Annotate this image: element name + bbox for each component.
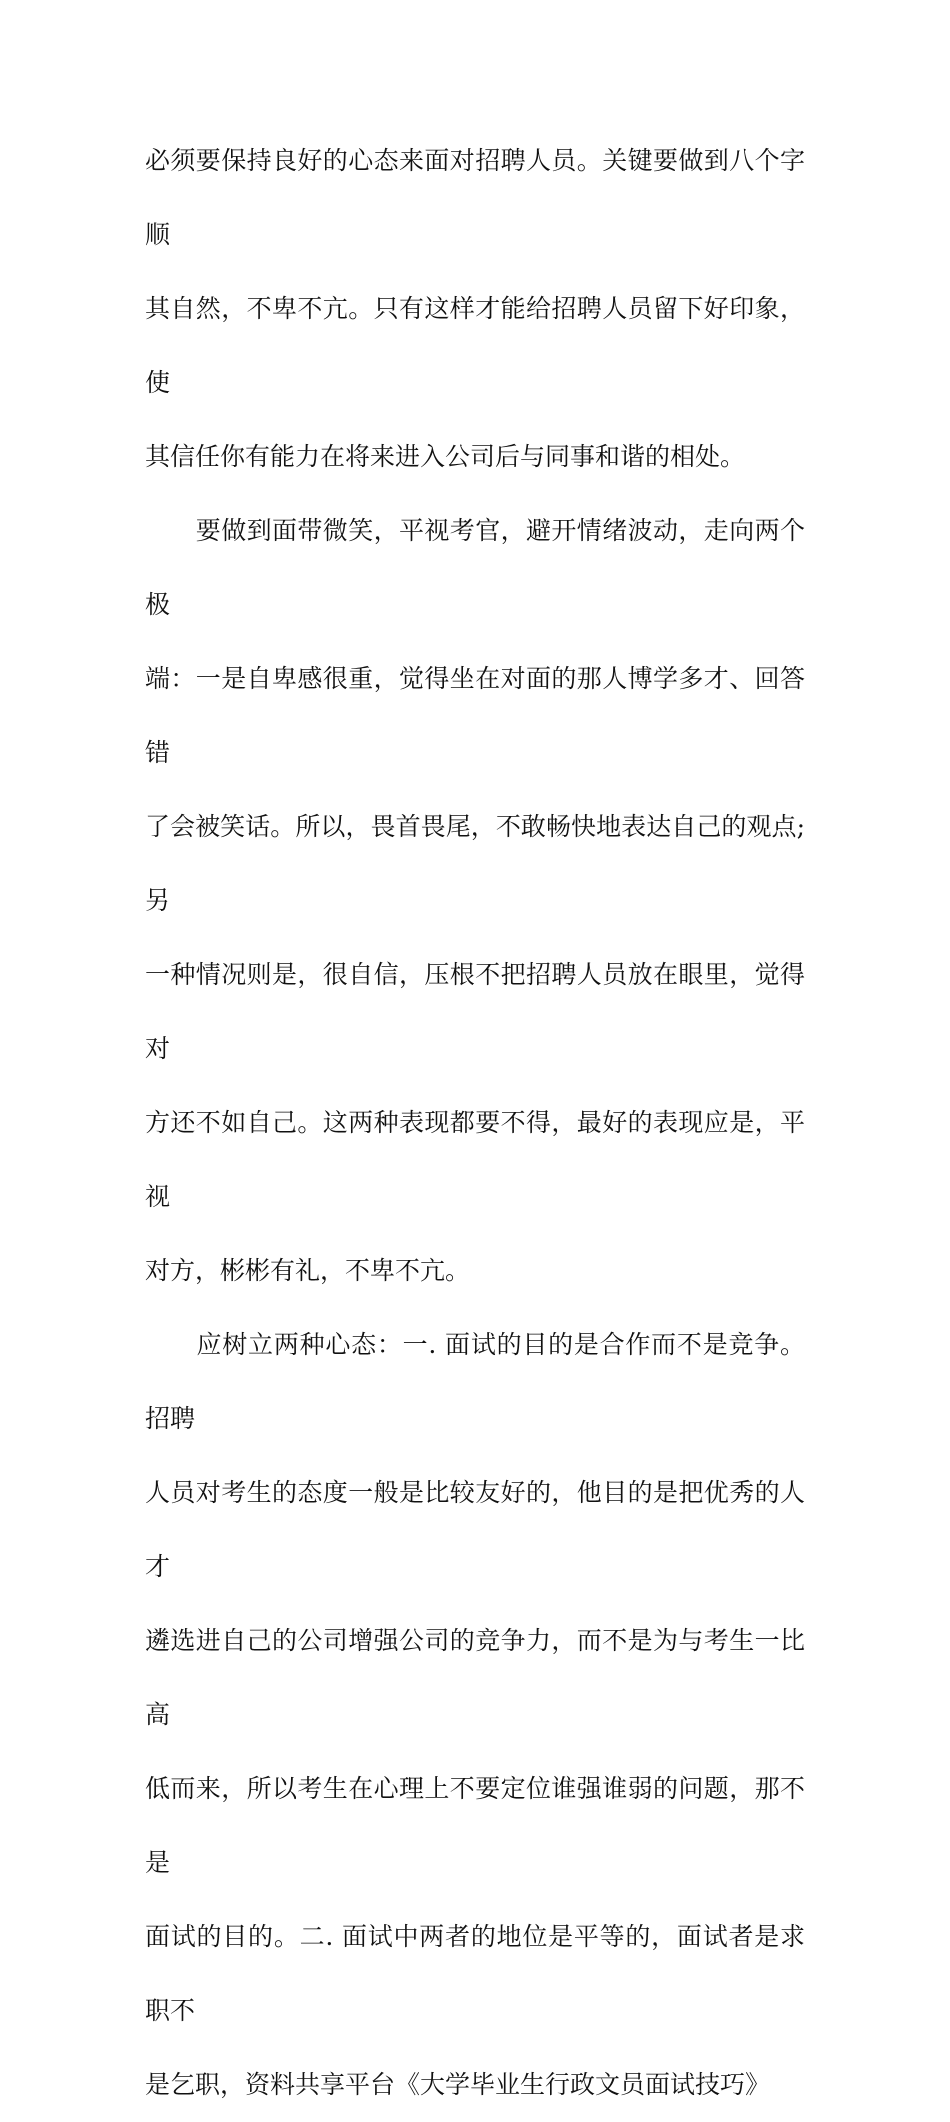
paragraph-2-line-3: 了会被笑话。所以，畏首畏尾，不敢畅快地表达自己的观点;另: [145, 812, 805, 915]
paragraph-1-line-3: 其信任你有能力在将来进入公司后与同事和谐的相处。: [145, 442, 746, 471]
paragraph-2: [145, 494, 805, 1308]
paragraph-1: [145, 124, 805, 494]
paragraph-3: [145, 1308, 805, 2122]
paragraph-3-line-6: 是乞职，资料共享平台《大学毕业生行政文员面试技巧》: [145, 2070, 771, 2099]
paragraph-3-line-3: 遴选进自己的公司增强公司的竞争力，而不是为与考生一比高: [145, 1626, 805, 1729]
paragraph-2-line-6: 对方，彬彬有礼，不卑不亢。: [145, 1256, 471, 1285]
paragraph-1-line-1: 必须要保持良好的心态来面对招聘人员。关键要做到八个字顺: [145, 146, 805, 249]
paragraph-3-line-4: 低而来，所以考生在心理上不要定位谁强谁弱的问题，那不是: [145, 1774, 805, 1877]
paragraph-2-line-2: 端：一是自卑感很重，觉得坐在对面的那人博学多才、回答错: [145, 664, 805, 767]
body-text: [145, 124, 805, 2122]
paragraph-3-line-5: 面试的目的。二. 面试中两者的地位是平等的，面试者是求职不: [145, 1922, 805, 2025]
paragraph-3-line-2: 人员对考生的态度一般是比较友好的，他目的是把优秀的人才: [145, 1478, 805, 1581]
paragraph-3-line-1: 应树立两种心态：一. 面试的目的是合作而不是竞争。招聘: [145, 1330, 805, 1433]
paragraph-2-line-4: 一种情况则是，很自信，压根不把招聘人员放在眼里，觉得对: [145, 960, 805, 1063]
paragraph-1-line-2: 其自然，不卑不亢。只有这样才能给招聘人员留下好印象，使: [145, 294, 805, 397]
paragraph-2-line-1: 要做到面带微笑，平视考官，避开情绪波动，走向两个极: [145, 516, 805, 619]
paragraph-2-line-5: 方还不如自己。这两种表现都要不得，最好的表现应是，平视: [145, 1108, 805, 1211]
